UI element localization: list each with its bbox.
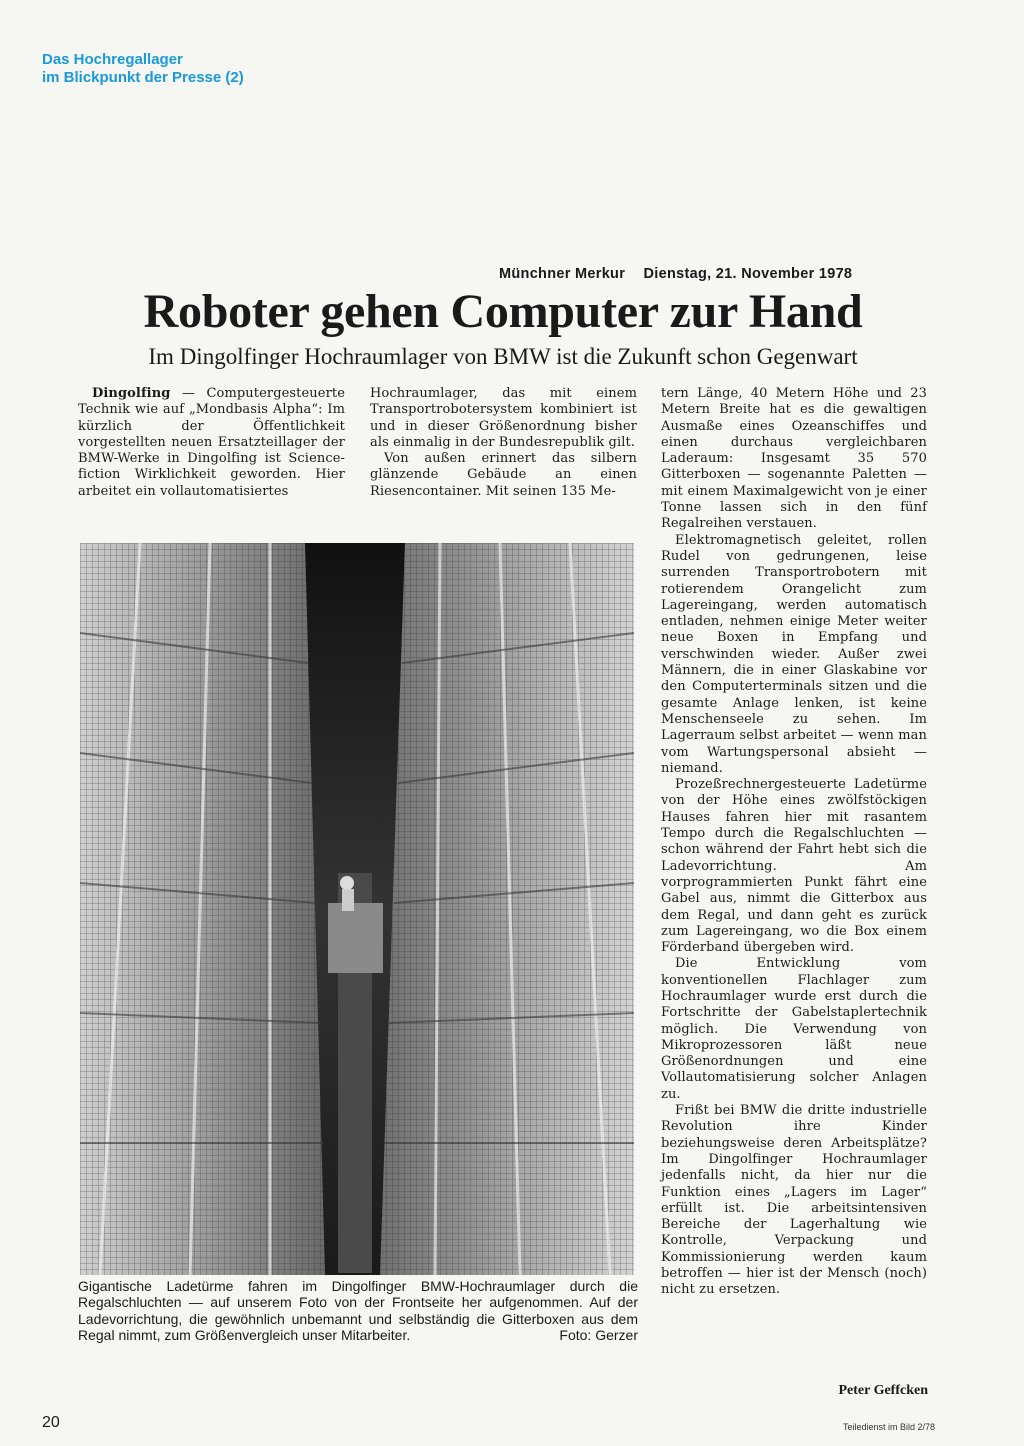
article-column-2 [370,386,637,500]
paragraph: Frißt bei BMW die dritte industrielle Revolution ihre Kinder beziehungsweise deren Arbeitsplätze? Im Dingolfinger Hochraumlager jedenfalls nicht, da hier nur die Funktion eines „Lagers im Lager“ erfüllt ist. Die arbeitsintensiven Bereiche der Lagerhaltung wie Kontrolle, Verpackung und Kommissionierung werden kaum betroffen — hier ist der Mensch (noch) nicht zu ersetzen. [661,1103,927,1298]
publication-date: Dienstag, 21. November 1978 [643,266,853,282]
photo-caption [78,1278,638,1344]
paragraph: Hochraumlager, das mit einem Transportrobotersystem kombiniert ist und in dieser Größenordnung bisher als einmalig in der Bundesrepublik gilt. [370,386,637,450]
article-column-3 [661,386,927,1299]
kicker [42,51,244,87]
source-line [499,266,899,282]
caption-text: Gigantische Ladetürme fahren im Dingolfinger BMW-Hochraumlager durch die Regalschluchten — auf unserem Foto von der Frontseite her aufgenommen. Auf der Ladevorrichtung, die gewöhnlich unbemannt und selbständig die Gitterboxen aus dem Regal nimmt, zum Größenvergleich unser Mitarbeiter. [78,1278,638,1344]
article-column-1 [78,386,345,500]
paragraph: Prozeßrechnergesteuerte Ladetürme von der Höhe eines zwölfstöckigen Hauses fahren hier mit rasantem Tempo durch die Regalschluchten — schon während der Fahrt hebt sich die Ladevorrichtung. Am vorprogrammierten Punkt fährt eine Gabel aus, nimmt die Gitterbox aus dem Regal, und dann geht es zurück zum Lagereingang, wo die Box einem Förderband übergeben wird. [661,777,927,956]
photo-credit: Foto: Gerzer [553,1327,638,1343]
paragraph [78,386,345,500]
subheadline: Im Dingolfinger Hochraumlager von BMW ist die Zukunft schon Gegenwart [148,344,858,369]
paragraph: tern Länge, 40 Metern Höhe und 23 Metern Breite hat es die gewaltigen Ausmaße eines Ozeanschiffes und einen durchaus vergleichbaren Laderaum: Insgesamt 35 570 Gitterboxen — sogenannte Paletten — mit einem Maximalgewicht von je einer Tonne lassen sich in den fünf Regalreihen verstauen. [661,386,927,532]
paragraph: Von außen erinnert das silbern glänzende Gebäude an einen Riesencontainer. Mit seinen 135 Me- [370,451,637,499]
paragraph-text: — Computergesteuerte Technik wie auf „Mondbasis Alpha“: Im kürzlich der Öffentlichkeit vorgestellten neuen Ersatzteillager der BMW-Werke in Dingolfing ist Science-fiction Wirklichkeit geworden. Hier arbeitet ein vollautomatisiertes [78,386,345,499]
publication-name: Münchner Merkur [499,266,626,282]
paragraph: Elektromagnetisch geleitet, rollen Rudel von gedrungenen, leise surrenden Transportrobotern mit rotierendem Orangelicht zum Lagereingang, werden automatisch entladen, nehmen einige Meter weiter neue Boxen in Empfang und verschwinden wieder. Außer zwei Männern, die in einer Glaskabine vor den Computerterminals sitzen und die gesamte Anlage lenken, ist keine Menschenseele zu sehen. Im Lagerraum selbst arbeitet — wenn man vom Wartungspersonal absieht — niemand. [661,532,927,776]
page-number: 20 [42,1414,60,1431]
kicker-line-1: Das Hochregallager [42,51,183,68]
headline: Roboter gehen Computer zur Hand [143,285,863,338]
author-byline: Peter Geffcken [838,1383,928,1398]
dateline: Dingolfing [92,386,171,401]
footer-publication: Teiledienst im Bild 2/78 [843,1422,936,1432]
warehouse-photo [80,543,634,1275]
paragraph: Die Entwicklung vom konventionellen Flachlager zum Hochraumlager wurde erst durch die Fortschritte der Gabelstaplertechnik möglich. Die Verwendung von Mikroprozessoren läßt neue Größenordnungen und eine Vollautomatisierung solcher Anlagen zu. [661,956,927,1102]
kicker-line-2: im Blickpunkt der Presse (2) [42,69,244,86]
